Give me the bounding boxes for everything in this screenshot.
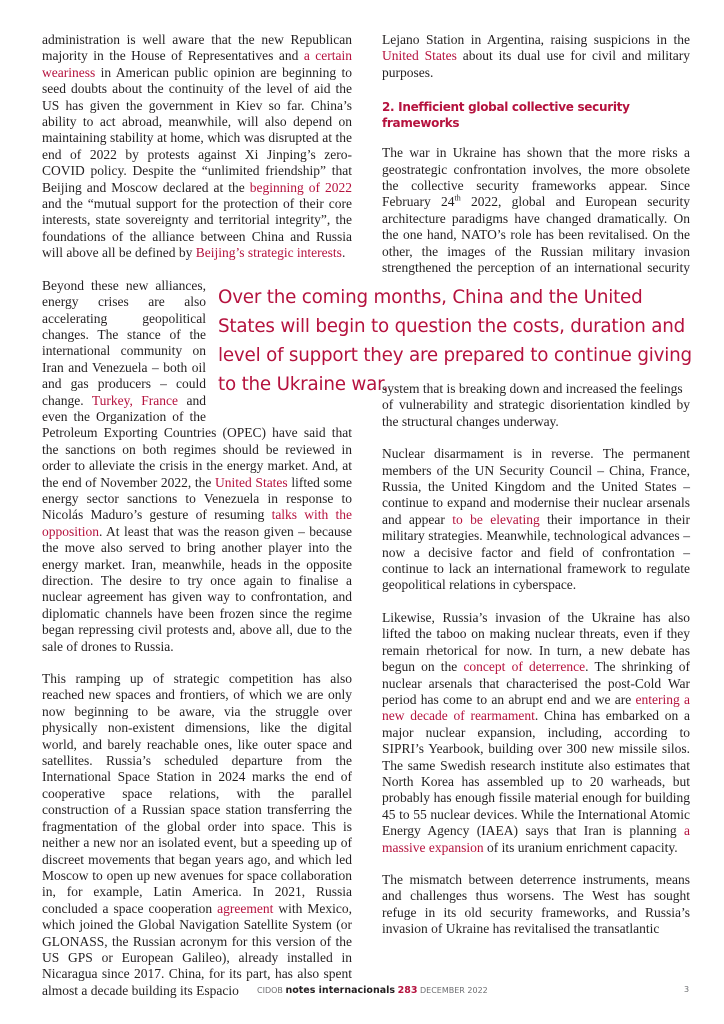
text: their importance in their military strategies. Meanwhile, technological advances – now a decisive factor and field of confrontation – continue to lack an international framework to regulate geopolitical relations in cyberspace. <box>382 511 690 593</box>
pull-quote: Over the coming months, China and the United States will begin to question the costs, duration and level of support they are prepared to continue giving to the Ukraine war. <box>218 287 692 395</box>
paragraph: of vulnerability and strategic disorientation kindled by the structural changes underway. <box>382 397 690 429</box>
link[interactable]: to be elevating <box>452 511 540 527</box>
link[interactable]: Beijing’s strategic interests <box>195 245 342 261</box>
link[interactable]: Turkey, France <box>91 392 179 408</box>
right-column <box>382 32 690 938</box>
link[interactable]: entering a new decade of rearmament <box>382 691 690 724</box>
paragraph <box>42 671 352 999</box>
paragraph <box>382 446 690 594</box>
text: in American public opinion are beginning to seed doubts about the continuity of the level of aid the US has given the government in Kiev so far. China’s ability to act abroad, meanwhile, will also depend on maintaining stability at home, which was disrupted at the end of 2022 by protests against Xi Jinping’s zero-COVID policy. Despite the “unlimited friendship” that Beijing and Moscow declared at the <box>42 64 352 195</box>
footer-org: CIDOB <box>257 986 283 995</box>
text: This ramping up of strategic competition has also reached new spaces and frontiers, of which we are only now beginning to be aware, via the struggle over physically non-existent dimensions, like the digital world, and barely reachable ones, like outer space and satellites. Russia’s scheduled departure from the International Space Station in 2024 marks the end of cooperative space relations, with the parallel construction of a Russian space station transferring the fragmentation of the global order into space. This is neither a new nor an isolated event, but a speeding up of discreet movements that began years ago, and which led Moscow to open up new avenues for space collaboration in, for example, Latin America. In 2021, Russia concluded a space cooperation <box>42 671 352 916</box>
section-heading: 2. Inefficient global collective security frameworks <box>382 100 630 131</box>
link[interactable]: talks with the opposition <box>42 507 352 539</box>
link[interactable]: agreement <box>217 900 274 916</box>
text: with Mexico, which joined the Global Navigation Satellite System (or GLONASS, the Russian acronym for this version of the US GPS or European Galileo), already installed in Nicaragua since 2017. China, for its part, has also spent almost a decade building its Espacio <box>42 900 352 998</box>
text: Likewise, Russia’s invasion of the Ukraine has also lifted the taboo on making nuclear threats, even if they remain rhetorical for now. In turn, a new debate has begun on the <box>382 609 690 675</box>
link[interactable]: a massive expansion <box>382 823 690 855</box>
footer-date: DECEMBER 2022 <box>419 986 488 995</box>
pull-quote-space <box>382 283 690 381</box>
footer-publication: notes internacionals <box>285 985 396 996</box>
link[interactable]: United States <box>215 474 288 490</box>
text: about its dual use for civil and military purposes. <box>382 48 690 80</box>
paragraph <box>382 32 690 81</box>
text: of its uranium enrichment capacity. <box>483 839 678 855</box>
text: . The shrinking of nuclear arsenals that characterised the post-Cold War period has come to an abrupt end and we are <box>382 659 690 707</box>
page-number: 3 <box>684 985 690 994</box>
text: . <box>341 245 346 261</box>
footer-brand <box>257 985 488 996</box>
paragraph: The mismatch between deterrence instruments, means and challenges thus worsens. The West has sought refuge in its old security frameworks, and Russia’s invasion of Ukraine has revitalised the transatlantic <box>382 871 690 937</box>
link[interactable]: a certain weariness <box>42 48 353 80</box>
superscript: th <box>454 193 461 203</box>
text: 2022, global and European security architecture paradigms have changed dramatically. On the one hand, NATO’s role has been revitalised. On the other, the images of the Russian military invasion strengthened the perception of an international security system that is breaking down and increased the feelings <box>382 194 691 396</box>
text: and even the Organization of the Petroleum Exporting Countries (OPEC) have said that the sanctions on both regimes should be reviewed in order to alleviate the crisis in the energy market. And, at the end of November 2022, the <box>42 392 352 490</box>
link[interactable]: concept of deterrence <box>463 659 586 675</box>
text: and the “mutual support for the protection of their core interests, state sovereignty and territorial integrity”, the foundations of the alliance between China and Russia will above all be defined by <box>42 196 352 261</box>
text: . At least that was the reason given – because the move also served to bring another player into the energy market. Iran, meanwhile, heads in the opposite direction. The desire to try once again to finalise a nuclear agreement has given way to confrontation, and diplomatic channels have been frozen since the regime began repressing civil protests and, above all, due to the sale of drones to Russia. <box>42 523 352 654</box>
text: Lejano Station in Argentina, raising suspicions in the <box>382 32 690 47</box>
link[interactable]: United States <box>382 48 457 64</box>
text: Nuclear disarmament is in reverse. The permanent members of the UN Security Council – China, France, Russia, the United Kingdom and the United States – continue to expand and modernise their nuclear arsenals and appear <box>382 446 690 527</box>
footer-issue: 283 <box>397 985 418 996</box>
text: . China has embarked on a major nuclear expansion, including, according to SIPRI’s Yearbook, building over 300 new missile silos. The same Swedish research institute also estimates that North Korea has assembled up to 20 warheads, but probably has enough fissile material enough for building 45 to 55 nuclear devices. While the International Atomic Energy Agency (IAEA) says that Iran is planning <box>382 708 690 839</box>
left-column <box>42 32 352 999</box>
paragraph <box>382 610 690 856</box>
link[interactable]: beginning of 2022 <box>249 179 352 195</box>
text: lifted some energy sector sanctions to Venezuela in response to Nicolás Maduro’s gesture of resuming <box>42 474 352 523</box>
text: administration is well aware that the new Republican majority in the House of Representatives and <box>42 32 352 64</box>
text: Beyond these new alliances, energy crises are also accelerating geopolitical changes. The stance of the international community on Iran and Venezuela – both oil and gas producers – could change. <box>42 277 206 408</box>
text: The war in Ukraine has shown that the more risks a geostrategic confrontation involves, the more obsolete the collective security frameworks appear. Since February 24 <box>382 145 690 210</box>
paragraph <box>42 32 352 262</box>
